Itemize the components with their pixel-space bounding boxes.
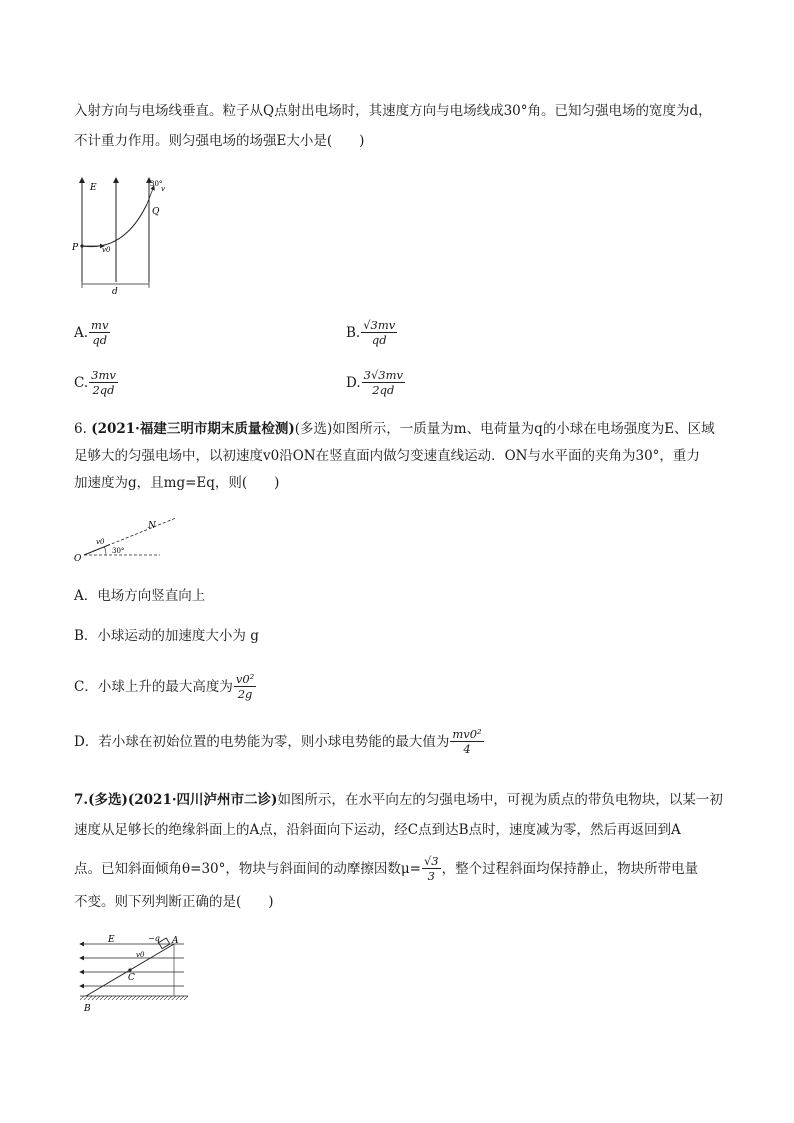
q6-option-c-den: 2g	[237, 687, 253, 701]
q5-option-d-num: 3√3mv	[363, 368, 404, 382]
q5-field-diagram	[64, 172, 174, 297]
q6-label-N: N	[148, 521, 156, 531]
q5-option-d[interactable]	[346, 368, 406, 397]
q6-option-d[interactable]	[74, 727, 485, 756]
q5-option-c-letter: C.	[74, 374, 89, 391]
q6-stem-line2: 足够大的匀强电场中，以初速度v0沿ON在竖直面内做匀变速直线运动．ON与水平面的夹角为30°，重力	[74, 448, 700, 464]
q5-stem-line1: 入射方向与电场线垂直。粒子从Q点射出电场时，其速度方向与电场线成30°角。已知匀强电场的宽度为d，	[74, 103, 712, 119]
q7-stem-line4: 不变。则下列判断正确的是( )	[74, 894, 274, 910]
q5-label-Q: Q	[152, 207, 160, 217]
q6-option-d-num: mv0²	[452, 727, 482, 741]
q6-option-b[interactable]: B．小球运动的加速度大小为 g	[74, 628, 259, 644]
q7-prefix: 7.(多选)	[74, 792, 128, 808]
q6-option-d-text: D．若小球在初始位置的电势能为零，则小球电势能的最大值为	[74, 733, 450, 750]
q7-stem-line1	[74, 790, 723, 810]
q5-option-a-letter: A.	[74, 324, 89, 341]
q7-label-C: C	[128, 973, 135, 983]
q6-number: 6.	[74, 421, 87, 437]
q6-stem-line3: 加速度为g，且mg=Eq，则( )	[74, 475, 280, 491]
q6-label-angle: 30°	[112, 547, 125, 555]
q6-stem-line1	[74, 419, 715, 439]
q5-option-d-den: 2qd	[372, 383, 395, 397]
q7-label-E: E	[108, 935, 115, 945]
q5-option-b-num: √3mv	[363, 318, 396, 332]
q7-mu-num: √3	[423, 854, 439, 868]
q6-source: (2021·福建三明市期末质量检测)	[91, 421, 295, 437]
q6-option-d-den: 4	[463, 742, 471, 756]
q5-label-E: E	[90, 183, 97, 193]
q5-label-angle: 30°	[150, 180, 163, 188]
q7-mu-den: 3	[427, 869, 435, 883]
q5-option-c[interactable]	[74, 368, 119, 397]
q5-label-v: v	[161, 185, 165, 193]
q5-option-b-den: qd	[371, 333, 387, 347]
q5-option-a-num: mv	[91, 318, 109, 332]
q6-stem-line1-text: (多选)如图所示，一质量为m、电荷量为q的小球在电场强度为E、区域	[294, 421, 715, 437]
q7-stem-line2: 速度从足够长的绝缘斜面上的A点，沿斜面向下运动，经C点到达B点时，速度减为零，然后再返回到A	[74, 822, 681, 838]
q7-label-q: −q	[148, 934, 160, 943]
q6-label-v0: v0	[96, 538, 105, 546]
q5-option-c-den: 2qd	[92, 383, 115, 397]
q5-label-d: d	[112, 287, 118, 297]
q5-option-a[interactable]	[74, 318, 111, 347]
q6-option-c-text: C．小球上升的最大高度为	[74, 678, 233, 695]
q5-option-c-num: 3mv	[91, 368, 116, 382]
q5-stem-line2: 不计重力作用。则匀强电场的场强E大小是( )	[74, 133, 365, 149]
q7-stem-line3-b: ，整个过程斜面均保持静止，物块所带电量	[441, 860, 699, 877]
q5-label-P: P	[72, 243, 79, 253]
q6-option-c[interactable]	[74, 672, 257, 701]
q7-label-v0: v0	[136, 951, 145, 959]
q7-slope-diagram	[74, 930, 194, 1015]
q5-label-v0: v0	[102, 246, 111, 254]
q5-option-b-letter: B.	[346, 324, 361, 341]
q7-label-B: B	[84, 1004, 91, 1014]
q7-stem-line1-text: 如图所示，在水平向左的匀强电场中，可视为质点的带负电物块，以某一初	[277, 792, 723, 808]
q5-option-a-den: qd	[92, 333, 108, 347]
q6-incline-diagram	[70, 510, 190, 565]
q7-source: (2021·四川泸州市二诊)	[127, 792, 278, 808]
q7-stem-line3	[74, 854, 698, 883]
q6-option-c-num: v0²	[235, 672, 255, 686]
q7-label-A: A	[172, 936, 179, 946]
q5-option-d-letter: D.	[346, 374, 361, 391]
q6-option-a[interactable]: A．电场方向竖直向上	[74, 588, 206, 604]
q5-option-b[interactable]	[346, 318, 398, 347]
q7-stem-line3-a: 点。已知斜面倾角θ=30°，物块与斜面间的动摩擦因数μ=	[74, 860, 421, 877]
q6-label-O: O	[74, 554, 82, 564]
